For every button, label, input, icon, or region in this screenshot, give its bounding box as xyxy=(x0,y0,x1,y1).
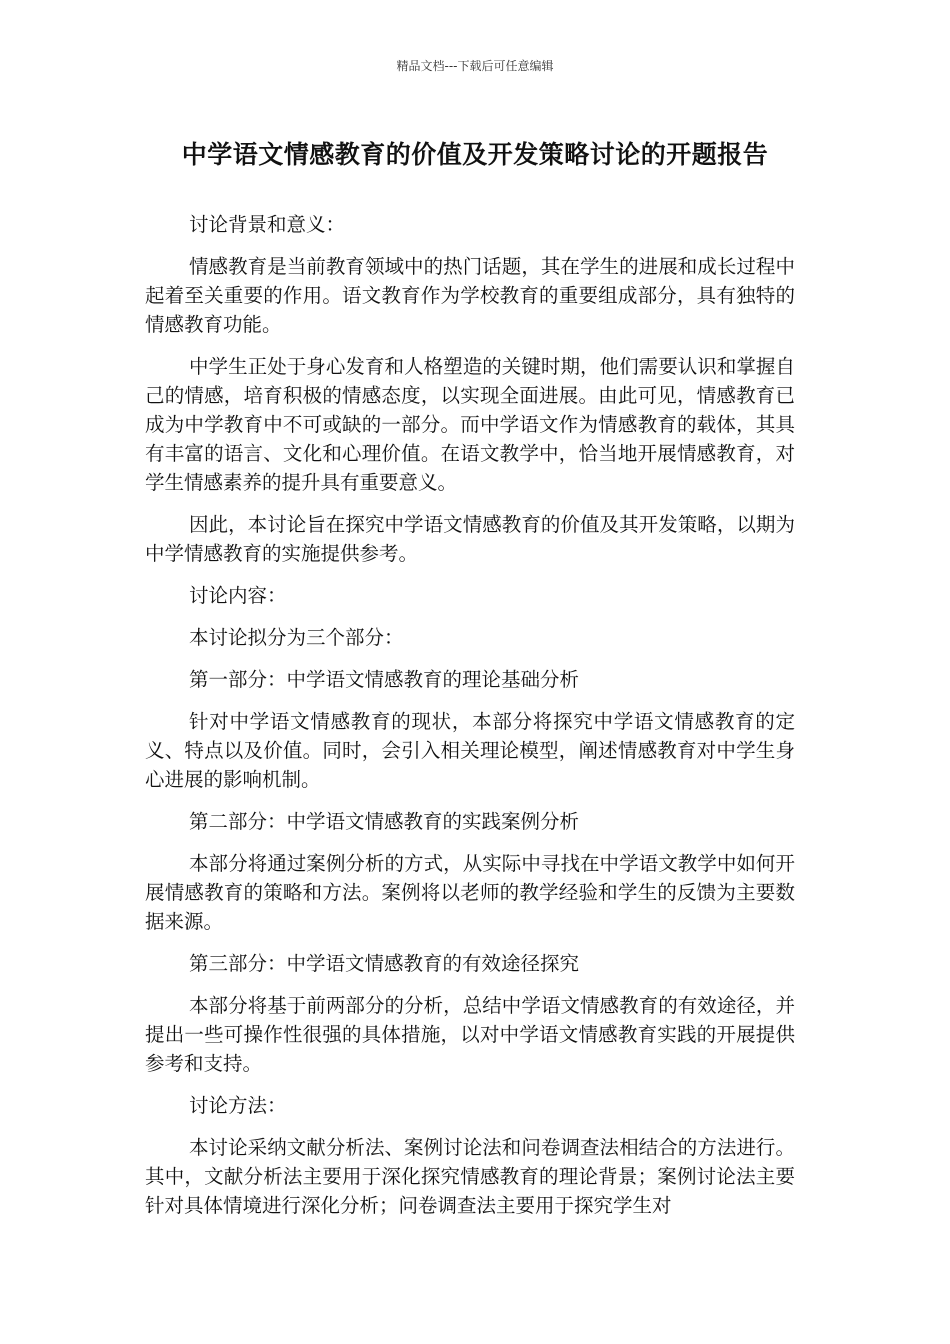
section-heading-method: 讨论方法： xyxy=(189,1094,287,1117)
paragraph: 中学生正处于身心发育和人格塑造的关键时期，他们需要认识和掌握自己的情感，培育积极的情感态度，以实现全面进展。由此可见，情感教育已成为中学教育中不可或缺的一部分。而中学语文作为情感教育的载体，其具有丰富的语言、文化和心理价值。在语文教学中，恰当地开展情感教育，对学生情感素养的提升具有重要意义。 xyxy=(145,355,795,494)
paragraph: 因此，本讨论旨在探究中学语文情感教育的价值及其开发策略，以期为中学情感教育的实施提供参考。 xyxy=(145,513,795,565)
part-heading-2: 第二部分：中学语文情感教育的实践案例分析 xyxy=(189,810,580,833)
section-heading-background: 讨论背景和意义： xyxy=(189,213,346,236)
document-title: 中学语文情感教育的价值及开发策略讨论的开题报告 xyxy=(181,140,769,169)
paragraph: 本讨论采纳文献分析法、案例讨论法和问卷调查法相结合的方法进行。其中，文献分析法主要用于深化探究情感教育的理论背景；案例讨论法主要针对具体情境进行深化分析；问卷调查法主要用于探究学生对 xyxy=(145,1136,795,1217)
paragraph: 本部分将基于前两部分的分析，总结中学语文情感教育的有效途径，并提出一些可操作性很强的具体措施，以对中学语文情感教育实践的开展提供参考和支持。 xyxy=(145,994,795,1075)
paragraph: 本部分将通过案例分析的方式，从实际中寻找在中学语文教学中如何开展情感教育的策略和方法。案例将以老师的教学经验和学生的反馈为主要数据来源。 xyxy=(145,852,795,933)
header-note: 精品文档---下载后可任意编辑 xyxy=(396,59,554,73)
paragraph: 情感教育是当前教育领域中的热门话题，其在学生的进展和成长过程中起着至关重要的作用。语文教育作为学校教育的重要组成部分，具有独特的情感教育功能。 xyxy=(145,255,795,336)
paragraph: 本讨论拟分为三个部分： xyxy=(189,626,404,649)
part-heading-3: 第三部分：中学语文情感教育的有效途径探究 xyxy=(189,952,580,975)
document-body xyxy=(145,210,795,1233)
section-heading-content: 讨论内容： xyxy=(189,584,287,607)
part-heading-1: 第一部分：中学语文情感教育的理论基础分析 xyxy=(189,668,580,691)
paragraph: 针对中学语文情感教育的现状，本部分将探究中学语文情感教育的定义、特点以及价值。同时，会引入相关理论模型，阐述情感教育对中学生身心进展的影响机制。 xyxy=(145,710,795,791)
